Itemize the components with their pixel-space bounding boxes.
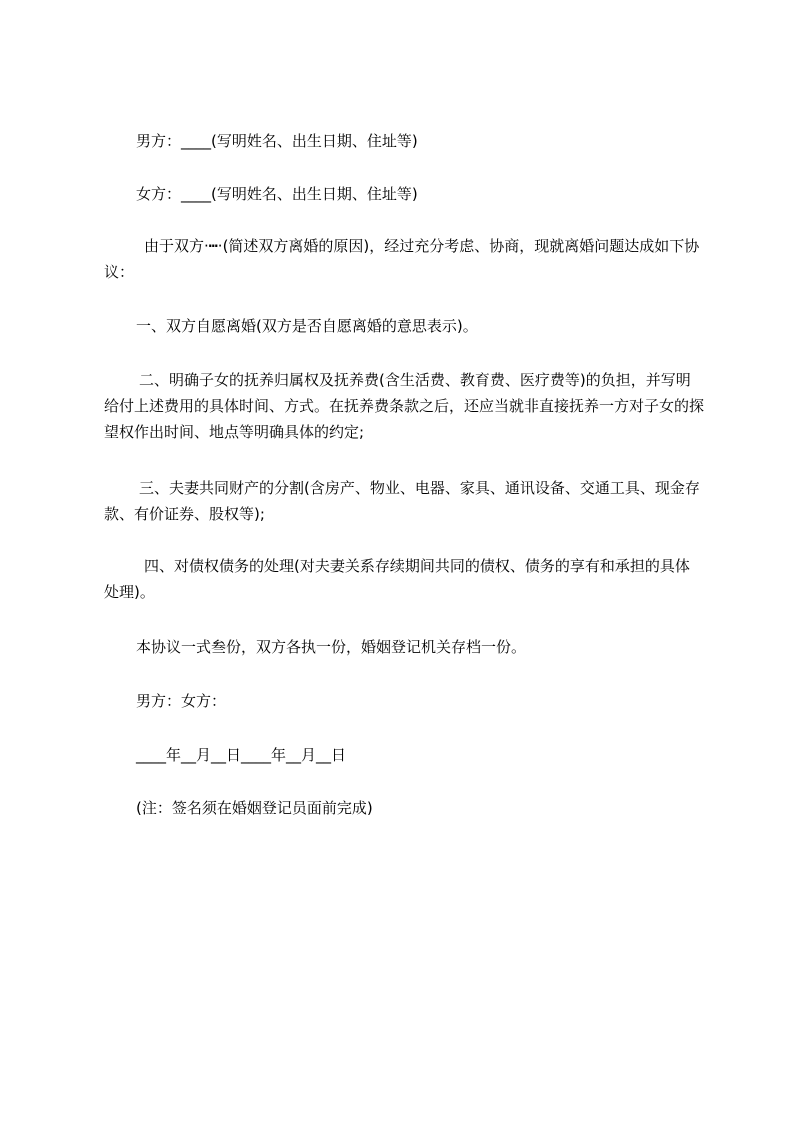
dates-line: ____年__月__日____年__月__日 <box>136 746 347 764</box>
intro-paragraph: 由于双方·┅·(简述双方离婚的原因)，经过充分考虑、协商，现就离婚问题达成如下协议： <box>104 237 700 281</box>
clause-3-paragraph: 三、夫妻共同财产的分割(含房产、物业、电器、家具、通讯设备、交通工具、现金存款、有价证券、股权等); <box>104 479 700 523</box>
clause-2-paragraph: 二、明确子女的抚养归属权及抚养费(含生活费、教育费、医疗费等)的负担，并写明给付上述费用的具体时间、方式。在抚养费条款之后，还应当就非直接抚养一方对子女的探望权作出时间、地点等明确具体的约定; <box>104 371 705 441</box>
male-party-line: 男方：____(写明姓名、出生日期、住址等) <box>136 132 418 150</box>
clause-4-paragraph: 四、对债权债务的处理(对夫妻关系存续期间共同的债权、债务的享有和承担的具体处理)。 <box>104 557 690 601</box>
signature-note: (注：签名须在婚姻登记员面前完成) <box>136 799 373 817</box>
clause-1-paragraph: 一、双方自愿离婚(双方是否自愿离婚的意思表示)。 <box>136 317 478 335</box>
copies-paragraph: 本协议一式叁份，双方各执一份，婚姻登记机关存档一份。 <box>136 638 527 656</box>
signatures-line: 男方：女方： <box>136 692 227 710</box>
female-party-line: 女方：____(写明姓名、出生日期、住址等) <box>136 185 418 203</box>
